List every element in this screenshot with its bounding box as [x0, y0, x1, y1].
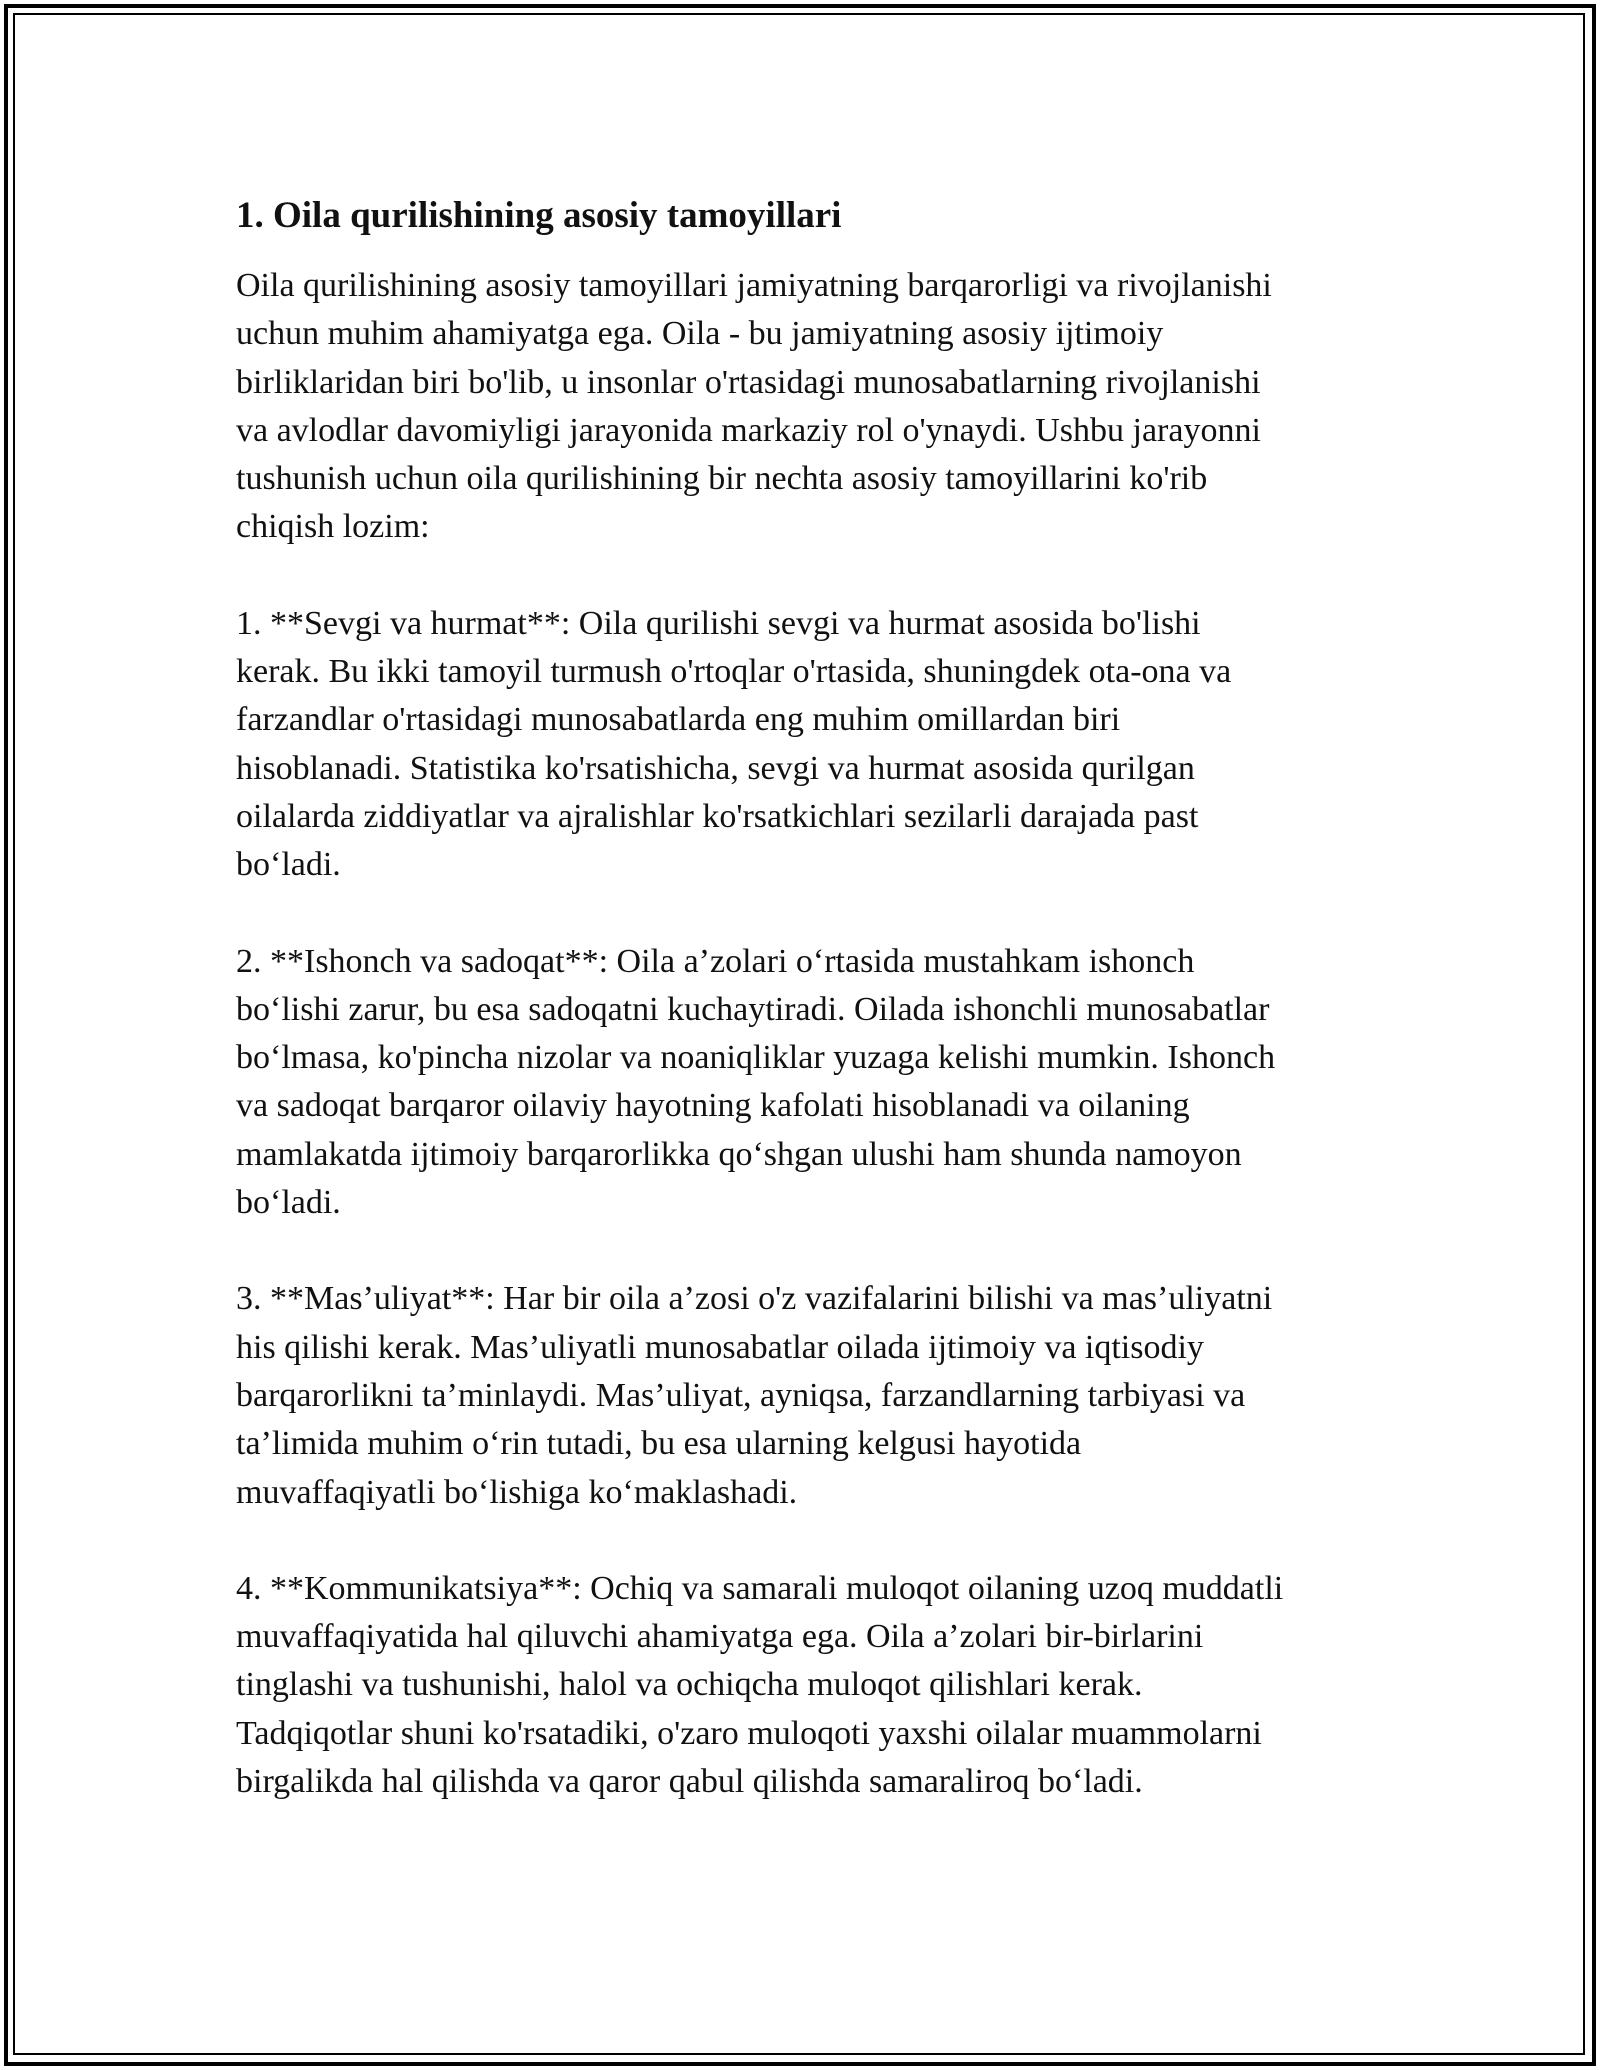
paragraph-line: 2. **Ishonch va sadoqat**: Oila a’zolari o‘rtasida mustahkam ishonch [236, 942, 1195, 980]
paragraph-line: muvaffaqiyatida hal qiluvchi ahamiyatga ega. Oila a’zolari bir-birlarini [236, 1618, 1204, 1656]
paragraph-line: va avlodlar davomiyligi jarayonida markaziy rol o'ynaydi. Ushbu jarayonni [236, 411, 1261, 449]
paragraph-line: Oila qurilishining asosiy tamoyillari jamiyatning barqarorligi va rivojlanishi [236, 267, 1272, 304]
principle-paragraph-responsibility [236, 1275, 1386, 1516]
intro-paragraph [236, 262, 1386, 552]
paragraph-line: 3. **Mas’uliyat**: Har bir oila a’zosi o'z vazifalarini bilishi va mas’uliyatni [236, 1280, 1273, 1318]
paragraph-line: kerak. Bu ikki tamoyil turmush o'rtoqlar o'rtasida, shuningdek ota-ona va [236, 653, 1232, 691]
paragraph-line: bo‘ladi. [236, 1184, 341, 1222]
paragraph-line: tinglashi va tushunishi, halol va ochiqcha muloqot qilishlari kerak. [236, 1666, 1143, 1704]
paragraph-line: farzandlar o'rtasidagi munosabatlarda eng muhim omillardan biri [236, 701, 1121, 739]
paragraph-line: uchun muhim ahamiyatga ega. Oila - bu jamiyatning asosiy ijtimoiy [236, 315, 1164, 353]
paragraph-line: tushunish uchun oila qurilishining bir nechta asosiy tamoyillarini ko'rib [236, 460, 1208, 498]
paragraph-line: bo‘lmasa, ko'pincha nizolar va noaniqliklar yuzaga kelishi mumkin. Ishonch [236, 1039, 1276, 1077]
paragraph-line: birgalikda hal qilishda va qaror qabul qilishda samaraliroq bo‘ladi. [236, 1763, 1143, 1801]
paragraph-line: bo‘ladi. [236, 846, 341, 884]
paragraph-line: va sadoqat barqaror oilaviy hayotning kafolati hisoblanadi va oilaning [236, 1087, 1190, 1125]
paragraph-line: his qilishi kerak. Mas’uliyatli munosabatlar oilada ijtimoiy va iqtisodiy [236, 1328, 1204, 1366]
paragraph-line: barqarorlikni ta’minlaydi. Mas’uliyat, ayniqsa, farzandlarning tarbiyasi va [236, 1376, 1246, 1414]
paragraph-line: ta’limida muhim o‘rin tutadi, bu esa ularning kelgusi hayotida [236, 1425, 1082, 1463]
paragraph-line: hisoblanadi. Statistika ko'rsatishicha, sevgi va hurmat asosida qurilgan [236, 749, 1195, 787]
principle-paragraph-love-respect [236, 600, 1386, 890]
paragraph-line: birliklaridan biri bo'lib, u insonlar o'rtasidagi munosabatlarning rivojlanishi [236, 363, 1261, 401]
paragraph-line: Tadqiqotlar shuni ko'rsatadiki, o'zaro muloqoti yaxshi oilalar muammolarni [236, 1714, 1262, 1752]
principle-paragraph-trust-loyalty [236, 938, 1386, 1228]
paragraph-line: 4. **Kommunikatsiya**: Ochiq va samarali muloqot oilaning uzoq muddatli [236, 1569, 1284, 1607]
principle-paragraph-communication [236, 1565, 1386, 1806]
paragraph-line: muvaffaqiyatli bo‘lishiga ko‘maklashadi. [236, 1473, 798, 1511]
section-heading: 1. Oila qurilishining asosiy tamoyillari [236, 195, 842, 236]
paragraph-line: chiqish lozim: [236, 508, 430, 546]
document-body [236, 192, 1386, 1854]
paragraph-line: 1. **Sevgi va hurmat**: Oila qurilishi sevgi va hurmat asosida bo'lishi [236, 604, 1201, 642]
paragraph-line: oilalarda ziddiyatlar va ajralishlar ko'rsatkichlari sezilarli darajada past [236, 797, 1199, 835]
paragraph-line: mamlakatda ijtimoiy barqarorlikka qo‘shgan ulushi ham shunda namoyon [236, 1135, 1242, 1173]
paragraph-line: bo‘lishi zarur, bu esa sadoqatni kuchaytiradi. Oilada ishonchli munosabatlar [236, 990, 1270, 1028]
